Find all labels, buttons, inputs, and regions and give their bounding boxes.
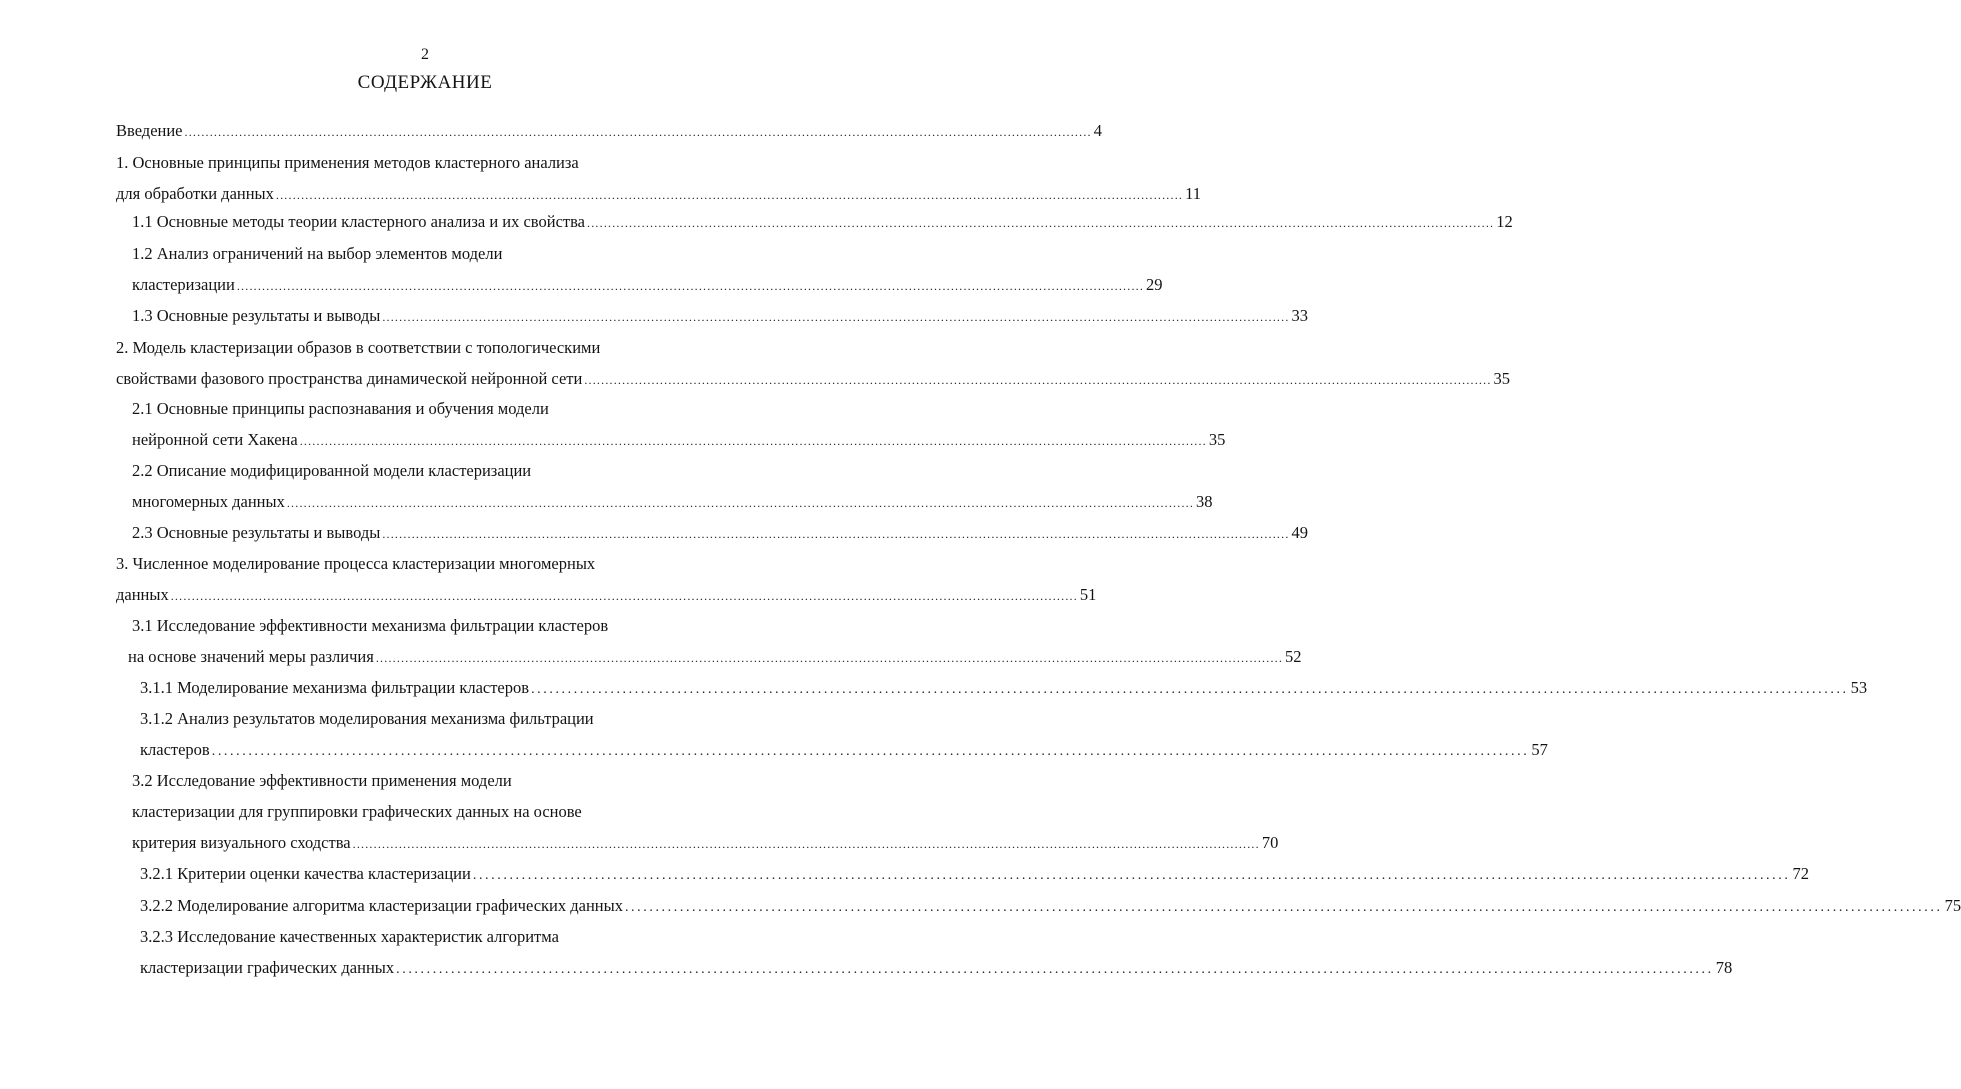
dot-leader: ........................................................................................................................................................................................................................: [184, 125, 1092, 139]
toc-entry-text: 3.2.3 Исследование качественных характеристик алгоритма: [140, 927, 559, 946]
toc-entry-page: 51: [1079, 585, 1097, 604]
dot-leader: ........................................................................................................................................................................................................................: [396, 962, 1714, 977]
page-number: 2: [421, 46, 429, 63]
dot-leader: ........................................................................................................................................................................................................................: [299, 434, 1207, 448]
toc-entry-page: 12: [1496, 212, 1513, 231]
toc-entry-page: 4: [1093, 121, 1102, 140]
toc-entry-3-2-cont-2: [132, 833, 1279, 854]
toc-entry-text: 3.1 Исследование эффективности механизма фильтрации кластеров: [132, 616, 609, 635]
toc-entry-page: 52: [1285, 647, 1302, 666]
toc-entry-text: на основе значений меры различия: [128, 647, 374, 666]
toc-entry-page: 11: [1185, 184, 1201, 203]
toc-entry-3-2-cont: [132, 802, 582, 822]
dot-leader: ........................................................................................................................................................................................................................: [382, 310, 1290, 324]
toc-entry-2-1: [132, 399, 549, 419]
toc-entry-text: 2.1 Основные принципы распознавания и обучения модели: [132, 399, 549, 418]
toc-entry-2-3: [132, 523, 1309, 544]
toc-entry-text: 2. Модель кластеризации образов в соответствии с топологическими: [116, 338, 601, 357]
toc-entry-text: 2.3 Основные результаты и выводы: [132, 523, 381, 542]
toc-entry-page: 75: [1944, 896, 1961, 915]
toc-entry-text: 3.1.1 Моделирование механизма фильтрации кластеров: [140, 678, 530, 697]
toc-entry-text: 3.2.2 Моделирование алгоритма кластеризации графических данных: [140, 896, 623, 915]
toc-entry-text: для обработки данных: [116, 184, 274, 203]
dot-leader: ........................................................................................................................................................................................................................: [624, 900, 1943, 915]
dot-leader: ........................................................................................................................................................................................................................: [472, 868, 1791, 883]
toc-entry-chapter-1: [116, 153, 579, 173]
dot-leader: ........................................................................................................................................................................................................................: [236, 279, 1145, 293]
toc-entry-page: 78: [1715, 958, 1733, 977]
toc-entry-page: 70: [1261, 833, 1279, 852]
toc-entry-1-3: [132, 306, 1309, 327]
toc-entry-chapter-1-cont: [116, 184, 1201, 205]
dot-leader: ........................................................................................................................................................................................................................: [211, 744, 1530, 759]
dot-leader: ........................................................................................................................................................................................................................: [352, 837, 1260, 851]
toc-entry-text: многомерных данных: [132, 492, 285, 511]
toc-entry-text: кластеризации: [132, 275, 235, 294]
toc-entry-introduction: [116, 121, 1102, 142]
toc-entry-text: 1.1 Основные методы теории кластерного анализа и их свойства: [132, 212, 586, 231]
toc-entry-3-2-3-cont: [140, 958, 1733, 980]
dot-leader: ........................................................................................................................................................................................................................: [531, 682, 1849, 697]
toc-entry-text: 1. Основные принципы применения методов кластерного анализа: [116, 153, 579, 172]
toc-entry-page: 72: [1792, 864, 1809, 883]
toc-entry-3-1-2-cont: [140, 740, 1548, 762]
toc-entry-text: данных: [116, 585, 169, 604]
toc-entry-text: кластеризации графических данных: [140, 958, 395, 977]
dot-leader: ........................................................................................................................................................................................................................: [170, 589, 1078, 603]
dot-leader: ........................................................................................................................................................................................................................: [275, 188, 1184, 202]
toc-entry-page: 35: [1208, 430, 1226, 449]
toc-entry-1-2: [132, 244, 502, 264]
toc-entry-page: 53: [1850, 678, 1868, 697]
toc-entry-chapter-3-cont: [116, 585, 1097, 606]
toc-entry-page: 49: [1291, 523, 1309, 542]
toc-entry-3-2-2: [140, 896, 1961, 918]
toc-title: СОДЕРЖАНИЕ: [357, 72, 493, 93]
toc-entry-text: свойствами фазового пространства динамической нейронной сети: [116, 369, 583, 388]
toc-entry-chapter-2: [116, 338, 600, 358]
dot-leader: ........................................................................................................................................................................................................................: [584, 373, 1492, 387]
toc-entry-3-1-2: [140, 709, 594, 729]
toc-entry-2-1-cont: [132, 430, 1226, 451]
toc-entry-text: 3.1.2 Анализ результатов моделирования механизма фильтрации: [140, 709, 594, 728]
dot-leader: ........................................................................................................................................................................................................................: [587, 216, 1495, 230]
toc-entry-page: 38: [1196, 492, 1213, 511]
toc-entry-text: критерия визуального сходства: [132, 833, 351, 852]
toc-entry-text: 1.3 Основные результаты и выводы: [132, 306, 381, 325]
dot-leader: ........................................................................................................................................................................................................................: [286, 496, 1195, 510]
toc-entry-text: 2.2 Описание модифицированной модели кластеризации: [132, 461, 532, 480]
toc-entry-1-2-cont: [132, 275, 1163, 296]
toc-entry-3-2: [132, 771, 512, 791]
toc-entry-chapter-2-cont: [116, 369, 1511, 390]
toc-entry-3-1-1: [140, 678, 1868, 700]
toc-entry-chapter-3: [116, 554, 595, 574]
dot-leader: ........................................................................................................................................................................................................................: [375, 651, 1284, 665]
toc-entry-page: 57: [1531, 740, 1548, 759]
toc-entry-3-1: [132, 616, 608, 636]
toc-entry-page: 29: [1146, 275, 1163, 294]
toc-entry-text: кластеризации для группировки графических данных на основе: [132, 802, 582, 821]
toc-entry-2-2-cont: [132, 492, 1213, 513]
toc-entry-text: 3. Численное моделирование процесса кластеризации многомерных: [116, 554, 596, 573]
toc-entry-2-2: [132, 461, 531, 481]
toc-entry-3-1-cont: [128, 647, 1302, 668]
toc-entry-text: 3.2.1 Критерии оценки качества кластеризации: [140, 864, 471, 883]
toc-entry-text: кластеров: [140, 740, 210, 759]
toc-entry-text: 3.2 Исследование эффективности применения модели: [132, 771, 512, 790]
toc-entry-1-1: [132, 212, 1513, 233]
toc-entry-text: 1.2 Анализ ограничений на выбор элементов модели: [132, 244, 503, 263]
toc-entry-page: 33: [1291, 306, 1309, 325]
dot-leader: ........................................................................................................................................................................................................................: [382, 527, 1290, 541]
toc-entry-3-2-1: [140, 864, 1809, 886]
toc-entry-3-2-3: [140, 927, 559, 947]
toc-entry-text: нейронной сети Хакена: [132, 430, 298, 449]
toc-entry-page: 35: [1493, 369, 1511, 388]
toc-entry-text: Введение: [116, 121, 183, 140]
